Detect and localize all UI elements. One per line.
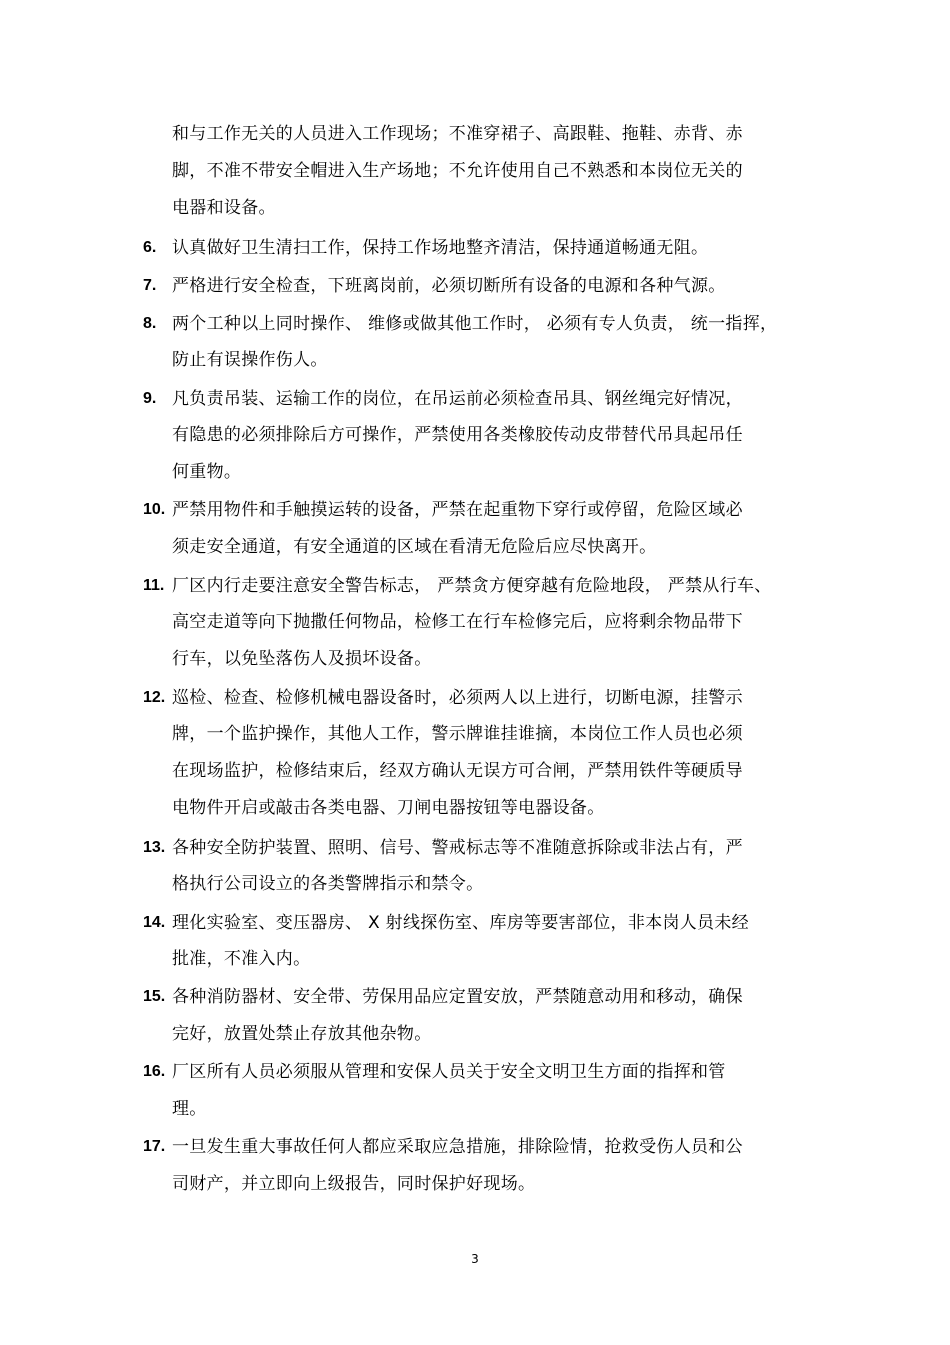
item-number: 8. [143, 315, 157, 332]
item-number: 15. [143, 988, 166, 1005]
intro-line: 电器和设备。 [172, 198, 276, 218]
item-number: 14. [143, 914, 166, 931]
item-line: 两个工种以上同时操作、 维修或做其他工作时， 必须有专人负责， 统一指挥， [172, 314, 778, 334]
item-line: 防止有误操作伤人。 [172, 350, 328, 370]
item-line: 何重物。 [172, 462, 242, 482]
item-line: 厂区所有人员必须服从管理和安保人员关于安全文明卫生方面的指挥和管 [172, 1062, 726, 1082]
item-number: 10. [143, 501, 166, 518]
item-line: 理化实验室、变压器房、 X 射线探伤室、库房等要害部位，非本岗人员未经 [172, 913, 749, 933]
item-line: 严禁用物件和手触摸运转的设备，严禁在起重物下穿行或停留，危险区域必 [172, 500, 743, 520]
item-line: 认真做好卫生清扫工作，保持工作场地整齐清洁，保持通道畅通无阻。 [172, 238, 709, 258]
item-line: 行车，以免坠落伤人及损坏设备。 [172, 649, 432, 669]
intro-line: 和与工作无关的人员进入工作现场；不准穿裙子、高跟鞋、拖鞋、赤背、赤 [172, 124, 743, 144]
item-line: 有隐患的必须排除后方可操作，严禁使用各类橡胶传动皮带替代吊具起吊任 [172, 425, 743, 445]
item-line: 理。 [172, 1099, 207, 1119]
item-line: 在现场监护，检修结束后，经双方确认无误方可合闸，严禁用铁件等硬质导 [172, 761, 743, 781]
item-line: 牌，一个监护操作，其他人工作，警示牌谁挂谁摘，本岗位工作人员也必须 [172, 724, 743, 744]
item-line: 各种消防器材、安全带、劳保用品应定置安放，严禁随意动用和移动，确保 [172, 987, 743, 1007]
item-line: 高空走道等向下抛撒任何物品，检修工在行车检修完后，应将剩余物品带下 [172, 612, 743, 632]
item-line: 电物件开启或敲击各类电器、刀闸电器按钮等电器设备。 [172, 798, 605, 818]
item-number: 7. [143, 277, 157, 294]
intro-line: 脚，不准不带安全帽进入生产场地；不允许使用自己不熟悉和本岗位无关的 [172, 161, 743, 181]
item-line: 凡负责吊装、运输工作的岗位，在吊运前必须检查吊具、钢丝绳完好情况， [172, 389, 743, 409]
item-number: 17. [143, 1138, 166, 1155]
item-line: 严格进行安全检查，下班离岗前，必须切断所有设备的电源和各种气源。 [172, 276, 726, 296]
item-line: 须走安全通道，有安全通道的区域在看清无危险后应尽快离开。 [172, 537, 657, 557]
item-line: 巡检、检查、检修机械电器设备时，必须两人以上进行，切断电源，挂警示 [172, 688, 743, 708]
item-line: 厂区内行走要注意安全警告标志， 严禁贪方便穿越有危险地段， 严禁从行车、 [172, 576, 772, 596]
item-number: 9. [143, 390, 157, 407]
item-line: 格执行公司设立的各类警牌指示和禁令。 [172, 874, 484, 894]
item-number: 6. [143, 239, 157, 256]
item-number: 13. [143, 839, 166, 856]
item-line: 一旦发生重大事故任何人都应采取应急措施，排除险情，抢救受伤人员和公 [172, 1137, 743, 1157]
item-line: 各种安全防护装置、照明、信号、警戒标志等不准随意拆除或非法占有，严 [172, 838, 743, 858]
item-number: 11. [143, 577, 165, 594]
item-number: 16. [143, 1063, 166, 1080]
item-line: 司财产，并立即向上级报告，同时保护好现场。 [172, 1174, 536, 1194]
item-number: 12. [143, 689, 166, 706]
item-line: 完好，放置处禁止存放其他杂物。 [172, 1024, 432, 1044]
page-number: 3 [471, 1252, 479, 1266]
item-line: 批准，不准入内。 [172, 949, 311, 969]
